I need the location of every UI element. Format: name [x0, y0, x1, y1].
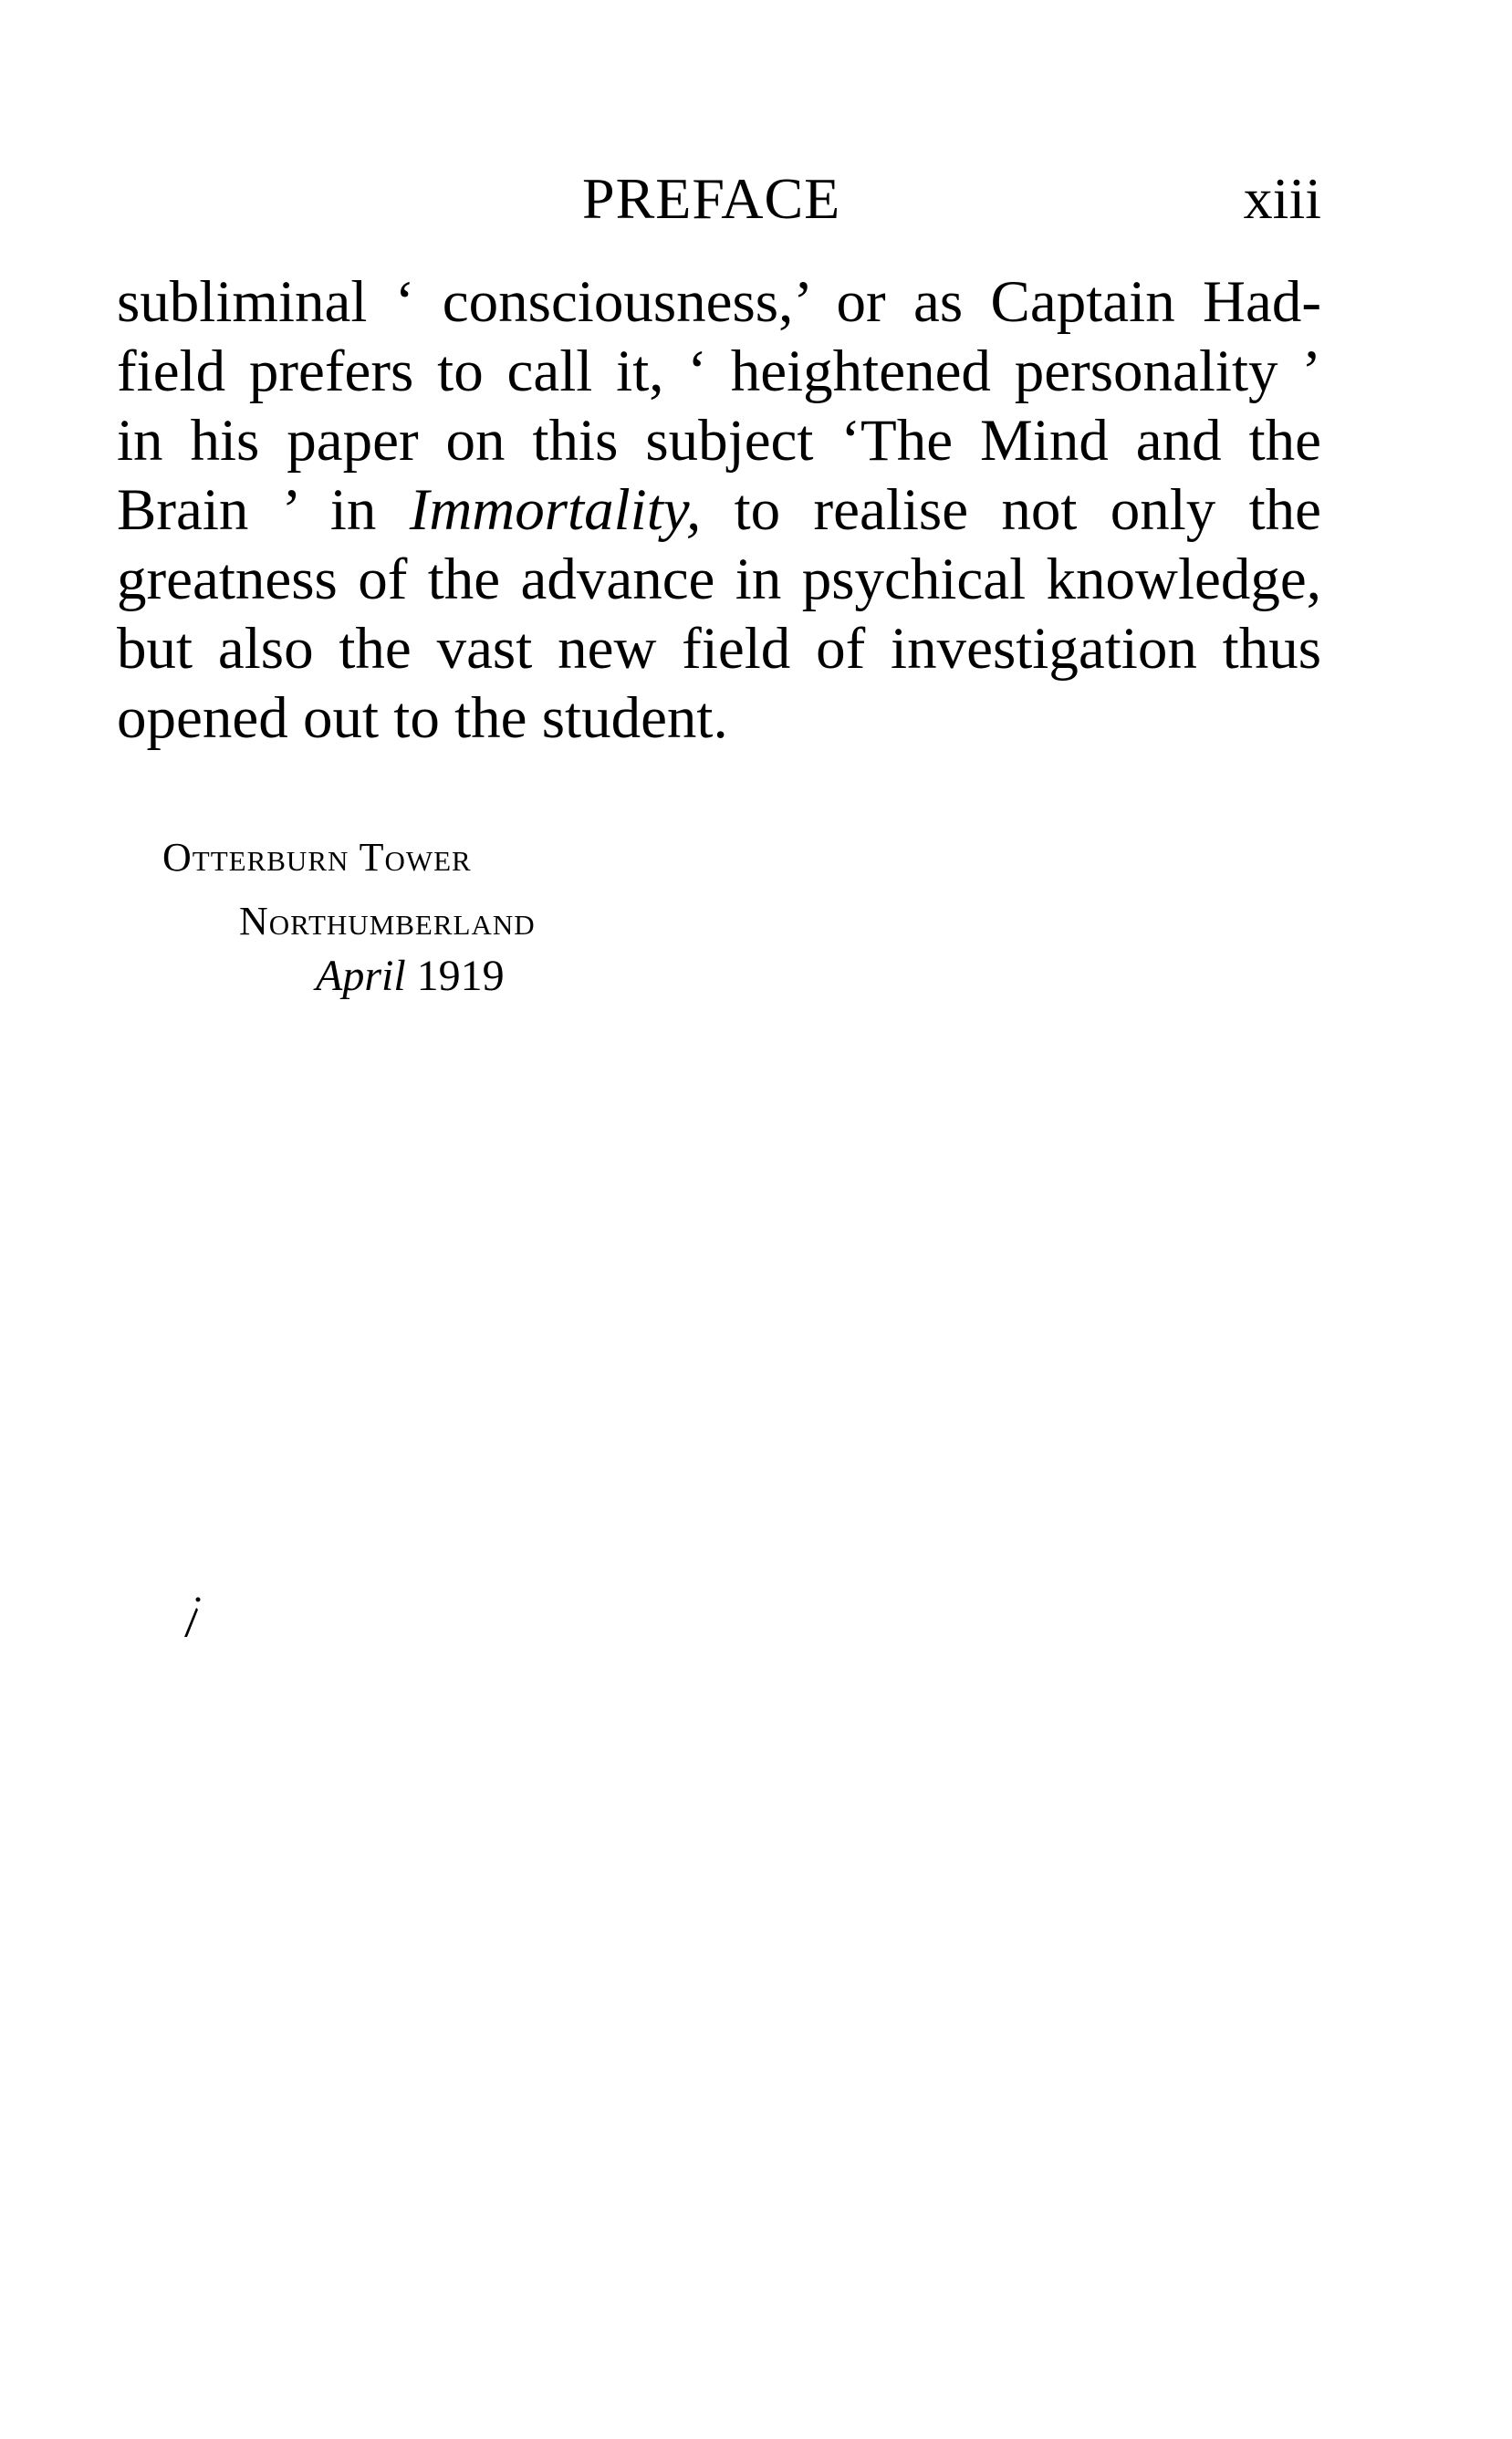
page-number: xiii [1243, 166, 1321, 231]
signoff-county: Northumberland [239, 899, 536, 943]
preface-paragraph [117, 267, 1321, 753]
signoff-month: April [316, 952, 406, 1000]
running-header [117, 162, 1321, 235]
text-segment: to realise not only the [734, 477, 1322, 543]
text-line: in his paper on this subject ‘The Mind and the [117, 408, 1321, 474]
ink-mark-icon [179, 1595, 204, 1641]
signoff-place: Otterburn Tower [162, 835, 472, 880]
text-line [117, 475, 1321, 545]
text-line: subliminal ‘ consciousness,’ or as Captain Had- [117, 269, 1321, 335]
signoff-year: 1919 [416, 952, 505, 1000]
text-segment: Brain ’ in [117, 477, 377, 543]
text-line: greatness of the advance in psychical knowledge, [117, 547, 1321, 612]
text-line: opened out to the student. [117, 685, 728, 751]
running-title: PREFACE [582, 166, 841, 231]
text-line: but also the vast new field of investigation thus [117, 616, 1321, 682]
book-title-immortality: Immortality, [409, 477, 702, 543]
signoff-date [316, 949, 505, 1004]
text-line: field prefers to call it, ‘ heightened personality ’ [117, 339, 1321, 404]
